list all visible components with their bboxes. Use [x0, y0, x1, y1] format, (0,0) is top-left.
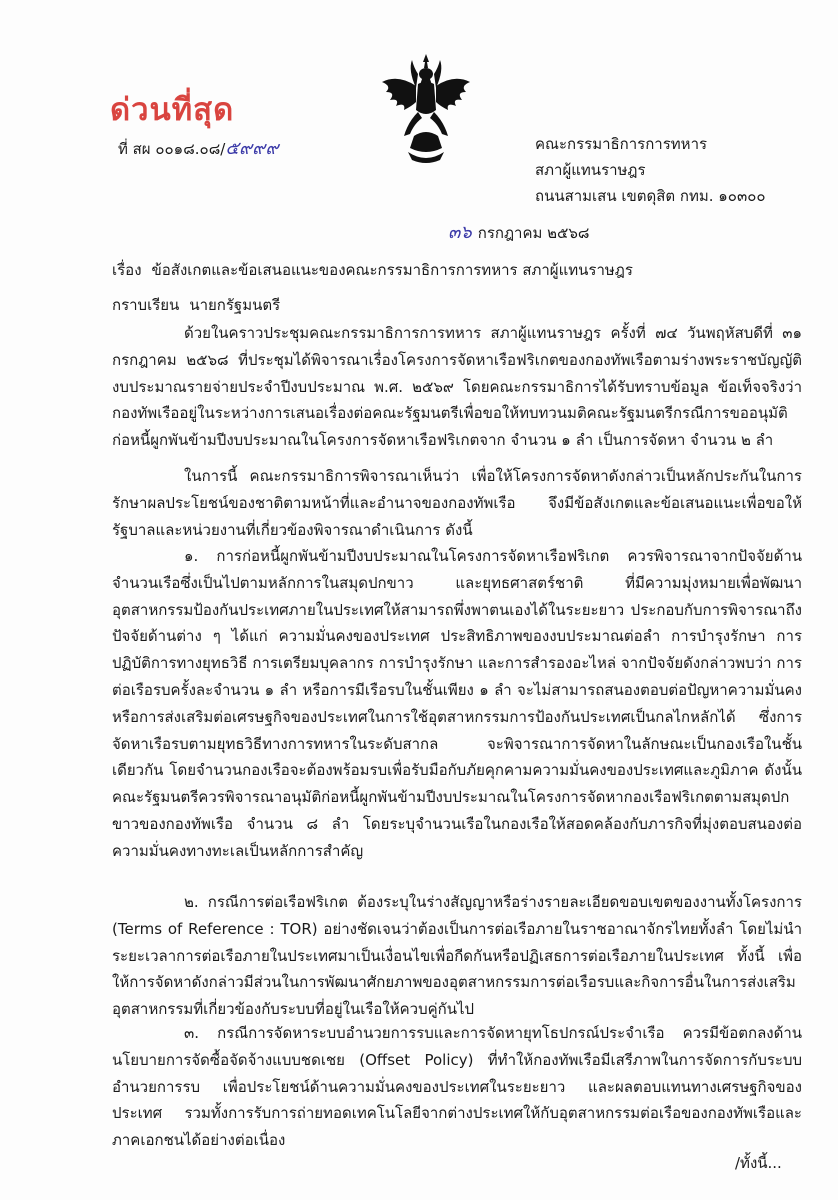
- salutation-text: นายกรัฐมนตรี: [189, 296, 281, 314]
- document-number: [118, 133, 279, 162]
- date-day-handwritten: ๓๖: [448, 222, 472, 243]
- body-paragraph-5: ๓. กรณีการจัดหาระบบอำนวยการรบและการจัดหายุทโธปกรณ์ประจำเรือ ควรมีข้อตกลงด้านนโยบายการจัดซื้อจัดจ้างแบบชดเชย (Offset Policy) ที่ทำให้กองทัพเรือมีเสรีภาพในการจัดการกับระบบอำนวยการรบ เพื่อประโยชน์ด้านความมั่นคงของประเทศในระยะยาว และผลตอบแทนทางเศรษฐกิจของประเทศ รวมทั้งการรับการถ่ายทอดเทคโนโลยีจากต่างประเทศให้กับอุตสาหกรรมต่อเรือของกองทัพเรือและภาคเอกชนได้อย่างต่อเนื่อง: [112, 1024, 802, 1150]
- continuation-marker: /ทั้งนี้...: [735, 1154, 782, 1172]
- subject-text: ข้อสังเกตและข้อเสนอแนะของคณะกรรมาธิการการทหาร สภาผู้แทนราษฎร: [151, 261, 633, 279]
- subject-label: เรื่อง: [112, 261, 142, 279]
- document-number-handwritten: ๕๙๙๙: [225, 138, 279, 159]
- salutation-line: [112, 293, 280, 317]
- subject-line: [112, 258, 633, 282]
- body-paragraph-3: ๑. การก่อหนี้ผูกพันข้ามปีงบประมาณในโครงการจัดหาเรือฟริเกต ควรพิจารณาจากปัจจัยด้านจำนวนเรือซึ่งเป็นไปตามหลักการในสมุดปกขาว และยุทธศาสตร์ชาติ ที่มีความมุ่งหมายเพื่อพัฒนาอุตสาหกรรมป้องกันประเทศภายในประเทศให้สามารถพึ่งพาตนเองได้ในระยะยาว ประกอบกับการพิจารณาถึงปัจจัยด้านต่าง ๆ ได้แก่ ความมั่นคงของประเทศ ประสิทธิภาพของงบประมาณต่อลำ การบำรุงรักษา การปฏิบัติการทางยุทธวิธี การเตรียมบุคลากร การบำรุงรักษา และการสำรองอะไหล่ จากปัจจัยดังกล่าวพบว่า การต่อเรือรบครั้งละจำนวน ๑ ลำ หรือการมีเรือรบในชั้นเพียง ๑ ลำ จะไม่สามารถสนองตอบต่อปัญหาความมั่นคงหรือการส่งเสริมต่อเศรษฐกิจของประเทศในการใช้อุตสาหกรรมการป้องกันประเทศเป็นกลไกหลักได้ ซึ่งการจัดหาเรือรบตามยุทธวิธีทางการทหารในระดับสากล จะพิจารณาการจัดหาในลักษณะเป็นกองเรือในชั้นเดียวกัน โดยจำนวนกองเรือจะต้องพร้อมรบเพื่อรับมือกับภัยคุกคามความมั่นคงของประเทศและภูมิภาค ดังนั้น คณะรัฐมนตรีควรพิจารณาอนุมัติก่อหนี้ผูกพันข้ามปีงบประมาณในโครงการจัดหากองเรือฟริเกตตามสมุดปกขาวของกองทัพเรือ จำนวน ๘ ลำ โดยระบุจำนวนเรือในกองเรือให้สอดคล้องกับภารกิจที่มุ่งตอบสนองต่อความมั่นคงทางทะเลเป็นหลักการสำคัญ: [112, 547, 802, 860]
- body-paragraph-1: ด้วยในคราวประชุมคณะกรรมาธิการการทหาร สภาผู้แทนราษฎร ครั้งที่ ๗๔ วันพฤหัสบดีที่ ๓๑ กรกฎาคม ๒๕๖๘ ที่ประชุมได้พิจารณาเรื่องโครงการจัดหาเรือฟริเกตของกองทัพเรือตามร่างพระราชบัญญัติงบประมาณรายจ่ายประจำปีงบประมาณ พ.ศ. ๒๕๖๙ โดยคณะกรรมาธิการได้รับทราบข้อมูล ข้อเท็จจริงว่า กองทัพเรืออยู่ในระหว่างการเสนอเรื่องต่อคณะรัฐมนตรีเพื่อขอให้ทบทวนมติคณะรัฐมนตรีกรณีการขออนุมัติก่อหนี้ผูกพันข้ามปีงบประมาณในโครงการจัดหาเรือฟริเกตจาก จำนวน ๑ ลำ เป็นการจัดหา จำนวน ๒ ลำ: [112, 324, 802, 450]
- document-number-prefix: ที่ สผ ๐๐๑๘.๐๘/: [118, 140, 226, 158]
- sender-address-line-3: ถนนสามเสน เขตดุสิต กทม. ๑๐๓๐๐: [535, 187, 766, 205]
- letter-date: [448, 217, 589, 246]
- body-paragraph-2: ในการนี้ คณะกรรมาธิการพิจารณาเห็นว่า เพื่อให้โครงการจัดหาดังกล่าวเป็นหลักประกันในการรักษาผลประโยชน์ของชาติตามหน้าที่และอำนาจของกองทัพเรือ จึงมีข้อสังเกตและข้อเสนอแนะเพื่อขอให้รัฐบาลและหน่วยงานที่เกี่ยวข้องพิจารณาดำเนินการ ดังนี้: [112, 467, 802, 539]
- garuda-emblem-icon: [378, 52, 474, 164]
- salutation-label: กราบเรียน: [112, 296, 180, 314]
- urgency-stamp: ด่วนที่สุด: [110, 92, 235, 128]
- sender-address-line-2: สภาผู้แทนราษฎร: [535, 161, 646, 179]
- date-month-year: กรกฎาคม ๒๕๖๘: [477, 224, 590, 242]
- body-paragraph-4: ๒. กรณีการต่อเรือฟริเกต ต้องระบุในร่างสัญญาหรือร่างรายละเอียดขอบเขตของงานทั้งโครงการ (Terms of Reference : TOR) อย่างชัดเจนว่าต้องเป็นการต่อเรือภายในราชอาณาจักรไทยทั้งลำ โดยไม่นำระยะเวลาการต่อเรือภายในประเทศมาเป็นเงื่อนไขเพื่อกีดกันหรือปฏิเสธการต่อเรือภายในประเทศ ทั้งนี้ เพื่อให้การจัดหาดังกล่าวมีส่วนในการพัฒนาศักยภาพของอุตสาหกรรมการต่อเรือรบและกิจการอื่นในการส่งเสริมอุตสาหกรรมที่เกี่ยวข้องกับระบบที่อยู่ในเรือให้ควบคู่กันไป: [112, 893, 802, 1019]
- sender-address-line-1: คณะกรรมาธิการการทหาร: [535, 135, 708, 153]
